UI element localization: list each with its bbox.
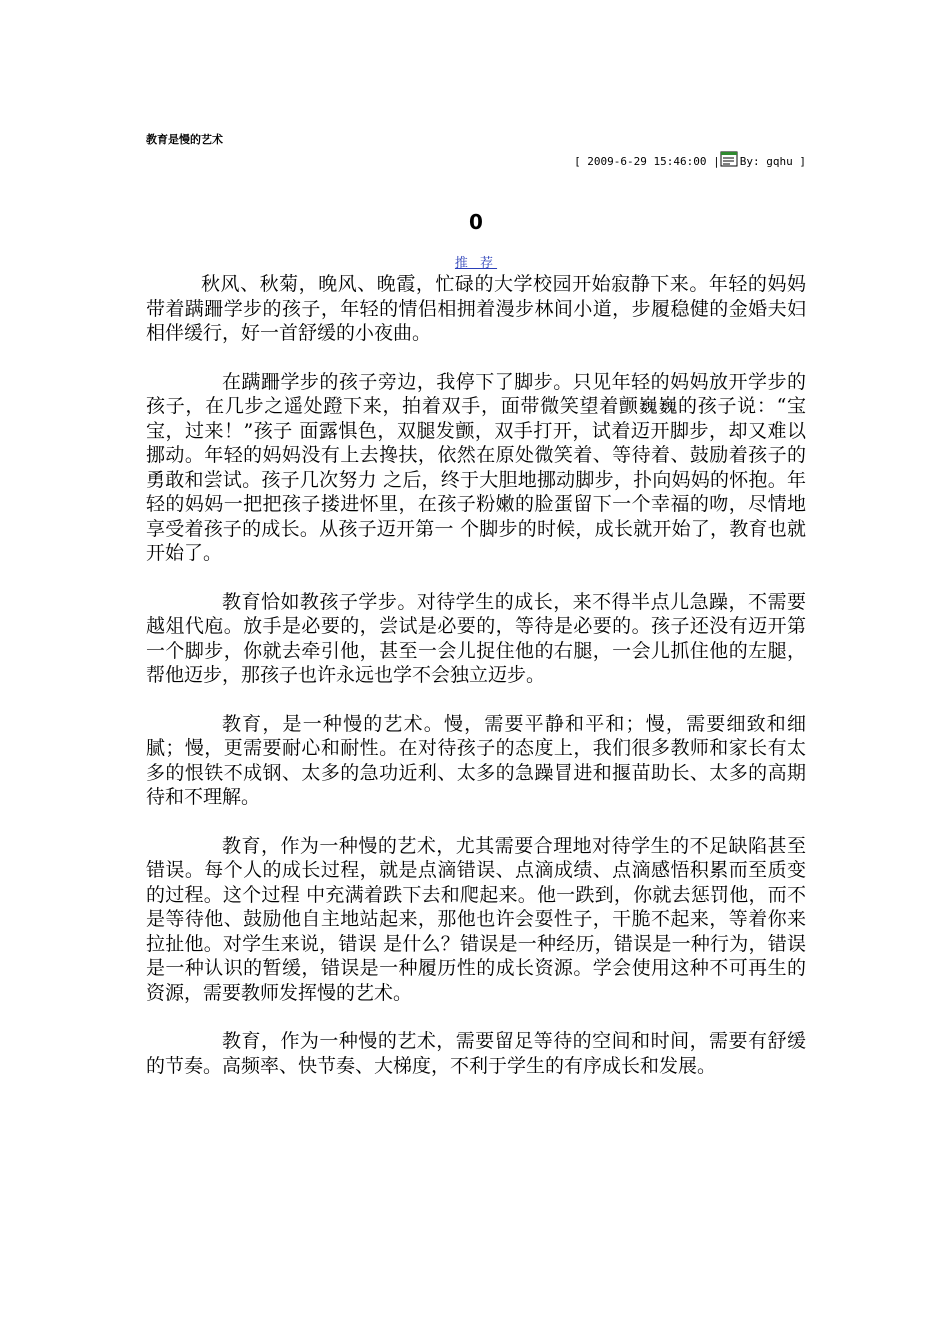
note-icon [720,151,738,167]
paragraph: 教育，是一种慢的艺术。慢，需要平静和平和；慢，需要细致和细腻；慢，更需要耐心和耐性。在对待孩子的态度上，我们很多教师和家长有太多的恨铁不成钢、太多的急功近利、太多的急躁冒进和揠苗助长、太多的高期待和不理解。 [146,712,806,808]
post-meta [574,153,806,169]
page-title: 教育是慢的艺术 [146,133,223,146]
paragraph: 教育，作为一种慢的艺术，需要留足等待的空间和时间，需要有舒缓的节奏。高频率、快节奏、大梯度，不利于学生的有序成长和发展。 [146,1030,806,1077]
recommend-link[interactable]: 推 荐 [454,256,498,271]
post-author: By: gqhu ] [739,154,806,168]
recommend-row [146,252,806,271]
article-body [146,272,806,1102]
paragraph: 秋风、秋菊，晚风、晚霞，忙碌的大学校园开始寂静下来。年轻的妈妈带着蹒跚学步的孩子，年轻的情侣相拥着漫步林间小道，步履稳健的金婚夫妇相伴缓行，好一首舒缓的小夜曲。 [146,273,806,344]
post-date: [ 2009-6-29 15:46:00 | [574,154,720,168]
paragraph: 教育，作为一种慢的艺术，尤其需要合理地对待学生的不足缺陷甚至错误。每个人的成长过程，就是点滴错误、点滴成绩、点滴感悟积累而至质变的过程。这个过程 中充满着跌下去和爬起来。他一跌到，你就去惩罚他，而不是等待他、鼓励他自主地站起来，那他也许会耍性子，干脆不起来，等着你来拉扯他。对学生来说，错误 是什么？错误是一种经历，错误是一种行为，错误是一种认识的暂缓，错误是一种履历性的成长资源。学会使用这种不可再生的资源，需要教师发挥慢的艺术。 [146,834,806,1004]
paragraph: 在蹒跚学步的孩子旁边，我停下了脚步。只见年轻的妈妈放开学步的孩子，在几步之遥处蹬下来，拍着双手，面带微笑望着颤巍巍的孩子说：“宝宝，过来！”孩子 面露惧色，双腿发颤，双手打开，试着迈开脚步，却又难以挪动。年轻的妈妈没有上去搀扶，依然在原处微笑着、等待着、鼓励着孩子的勇敢和尝试。孩子几次努力 之后，终于大胆地挪动脚步，扑向妈妈的怀抱。年轻的妈妈一把把孩子搂进怀里，在孩子粉嫩的脸蛋留下一个幸福的吻，尽情地享受着孩子的成长。从孩子迈开第一 个脚步的时候，成长就开始了，教育也就开始了。 [146,370,806,564]
article-number: 0 [469,210,483,234]
paragraph: 教育恰如教孩子学步。对待学生的成长，来不得半点儿急躁，不需要越俎代庖。放手是必要的，尝试是必要的，等待是必要的。孩子还没有迈开第一个脚步，你就去牵引他，甚至一会儿捉住他的右腿，一会儿抓住他的左腿，帮他迈步，那孩子也许永远也学不会独立迈步。 [146,590,806,686]
